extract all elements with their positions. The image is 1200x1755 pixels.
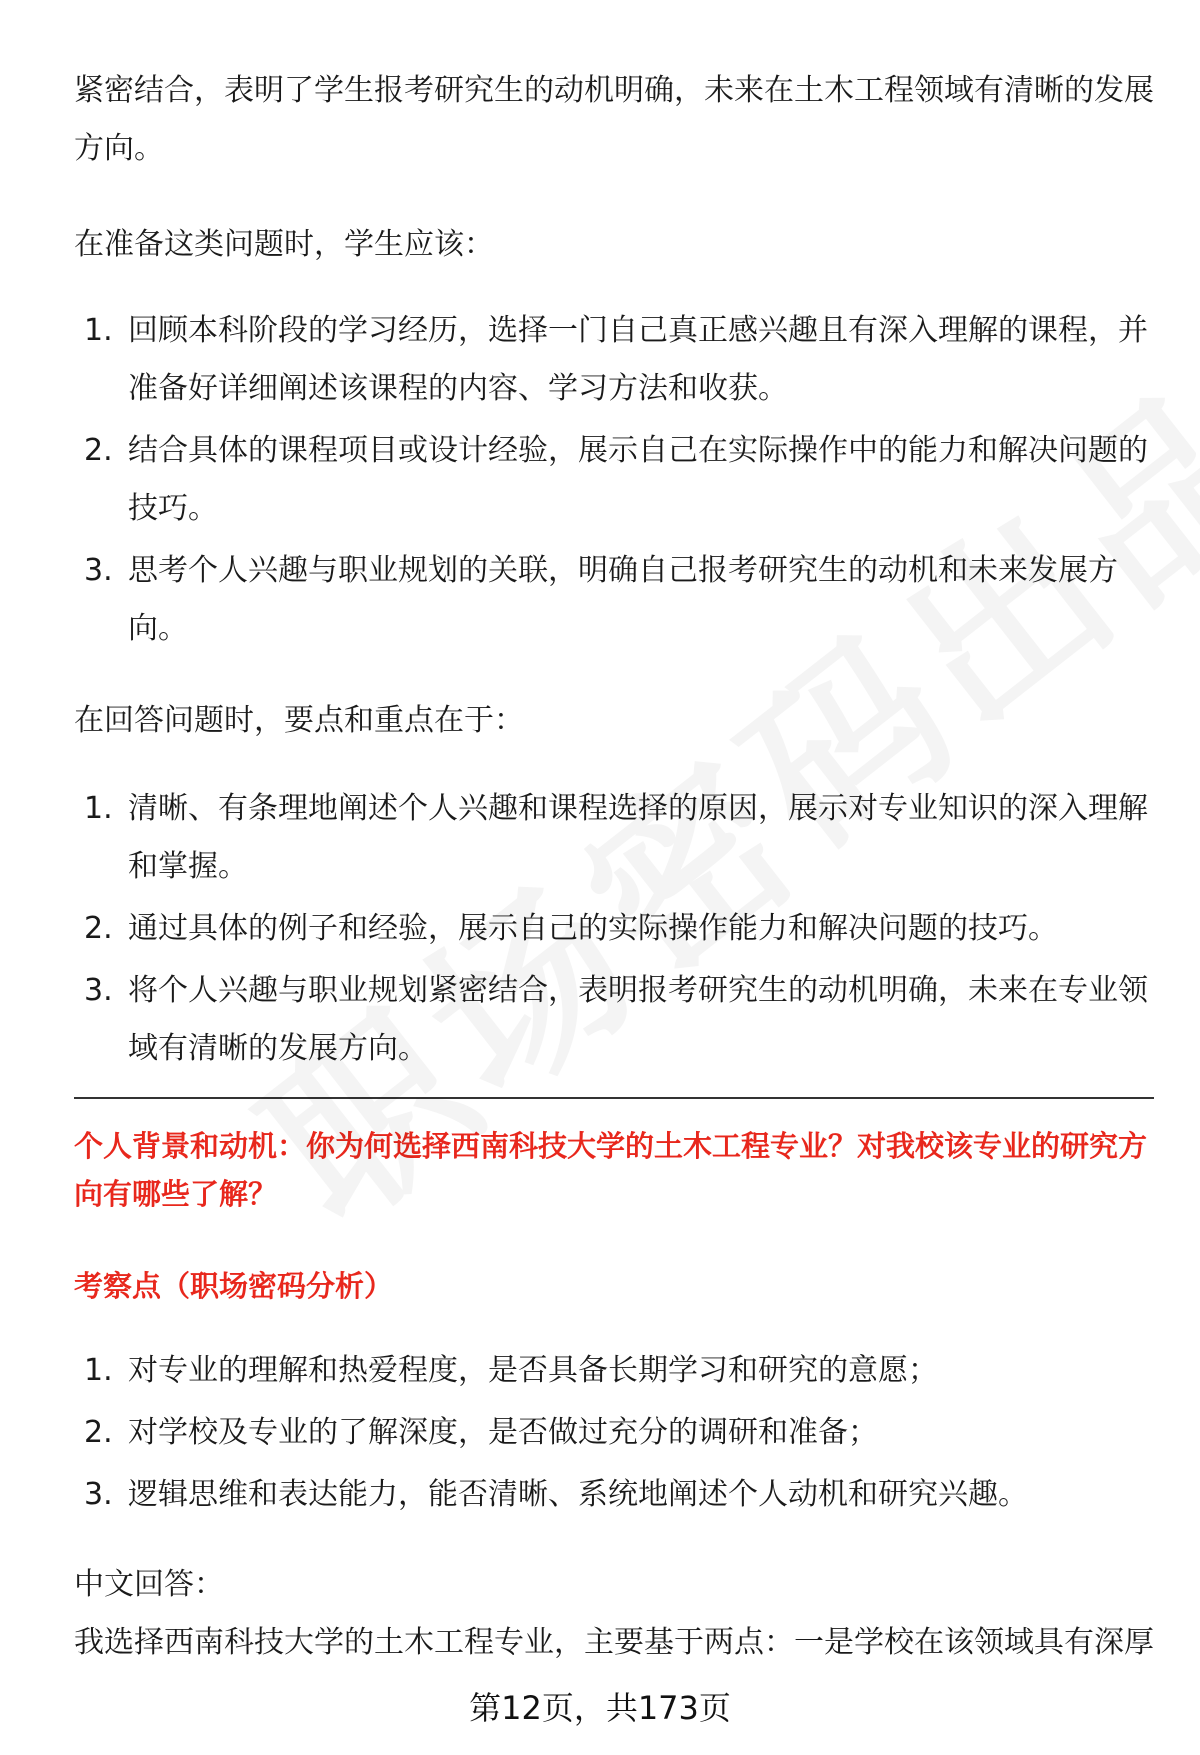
list-item-text: 清晰、有条理地阐述个人兴趣和课程选择的原因，展示对专业知识的深入理解和掌握。 [128, 791, 1148, 884]
prep-list [74, 302, 1154, 662]
document-page [74, 0, 1154, 1755]
list-item-text: 回顾本科阶段的学习经历，选择一门自己真正感兴趣且有深入理解的课程，并准备好详细阐述该课程的内容、学习方法和收获。 [128, 313, 1148, 406]
answer-body-text: 我选择西南科技大学的土木工程专业，主要基于两点：一是学校在该领域具有深厚 [74, 1625, 1154, 1660]
list-number: 3. [84, 553, 113, 588]
list-number: 1. [84, 1353, 113, 1388]
list-item [74, 422, 1154, 538]
list-number: 2. [84, 911, 113, 946]
list-number: 3. [84, 1477, 113, 1512]
list-item [74, 962, 1154, 1078]
list-item-text: 通过具体的例子和经验，展示自己的实际操作能力和解决问题的技巧。 [128, 911, 1058, 946]
list-item-text: 思考个人兴趣与职业规划的关联，明确自己报考研究生的动机和未来发展方向。 [128, 553, 1118, 646]
question-title: 个人背景和动机：你为何选择西南科技大学的土木工程专业？对我校该专业的研究方向有哪些了解？ [74, 1129, 1148, 1211]
list-item [74, 1404, 1154, 1462]
list-number: 1. [84, 313, 113, 348]
list-item-text: 对学校及专业的了解深度，是否做过充分的调研和准备； [128, 1415, 878, 1450]
exam-points-heading: 考察点（职场密码分析） [74, 1269, 394, 1303]
list-item-text: 结合具体的课程项目或设计经验，展示自己在实际操作中的能力和解决问题的技巧。 [128, 433, 1148, 526]
answer-heading: 在回答问题时，要点和重点在于： [74, 703, 524, 738]
list-item [74, 1342, 1154, 1400]
section-divider [74, 1097, 1154, 1099]
page-footer: 第12页，共173页 [469, 1689, 731, 1727]
list-number: 2. [84, 1415, 113, 1450]
list-number: 3. [84, 973, 113, 1008]
list-item [74, 900, 1154, 958]
answer-list [74, 780, 1154, 1082]
list-item [74, 542, 1154, 658]
list-item-text: 逻辑思维和表达能力，能否清晰、系统地阐述个人动机和研究兴趣。 [128, 1477, 1028, 1512]
list-number: 2. [84, 433, 113, 468]
list-item [74, 780, 1154, 896]
chinese-answer-label: 中文回答： [74, 1567, 224, 1602]
intro-paragraph: 紧密结合，表明了学生报考研究生的动机明确，未来在土木工程领域有清晰的发展方向。 [74, 73, 1154, 166]
list-item [74, 1466, 1154, 1524]
list-item-text: 将个人兴趣与职业规划紧密结合，表明报考研究生的动机明确，未来在专业领域有清晰的发展方向。 [128, 973, 1148, 1066]
list-number: 1. [84, 791, 113, 826]
list-item-text: 对专业的理解和热爱程度，是否具备长期学习和研究的意愿； [128, 1353, 938, 1388]
list-item [74, 302, 1154, 418]
prep-heading: 在准备这类问题时，学生应该： [74, 227, 494, 262]
exam-points-list [74, 1342, 1154, 1528]
